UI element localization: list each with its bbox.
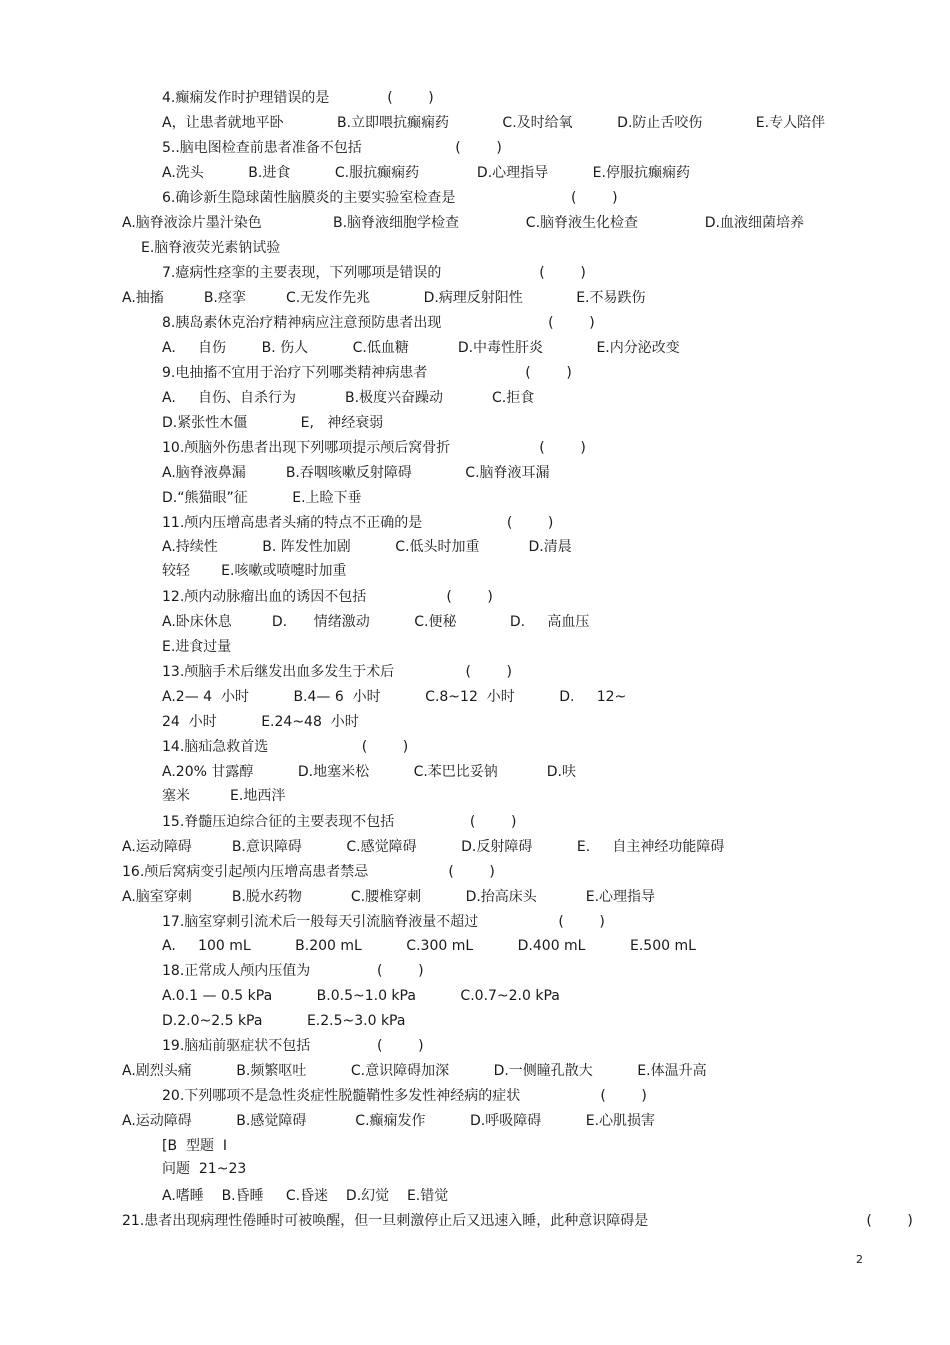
text-line: 较轻 E.咳嗽或喷嚏时加重	[162, 563, 347, 579]
text-line: A.剧烈头痛 B.频繁呕吐 C.意识障碍加深 D.一侧瞳孔散大 E.体温升高	[122, 1063, 707, 1079]
text-line: A. 自伤、自杀行为 B.极度兴奋躁动 C.拒食	[162, 390, 535, 406]
text-line: A.脑脊液涂片墨汁染色 B.脑脊液细胞学检查 C.脑脊液生化检查 D.血液细菌培养	[122, 215, 804, 231]
text-line: D.2.0~2.5 kPa E.2.5~3.0 kPa	[162, 1013, 406, 1029]
text-line: 18.正常成人颅内压值为 ( )	[162, 963, 424, 979]
text-line: 问题 21~23	[162, 1161, 247, 1177]
text-line: D.紧张性木僵 E, 神经衰弱	[162, 415, 384, 431]
text-line: 10.颅脑外伤患者出现下列哪项提示颅后窝骨折 ( )	[162, 440, 586, 456]
text-line: E.脑脊液荧光素钠试验	[141, 240, 281, 256]
text-line: 6.确诊新生隐球菌性脑膜炎的主要实验室检查是 ( )	[162, 190, 618, 206]
text-line: A.洗头 B.进食 C.服抗癫痫药 D.心理指导 E.停服抗癫痫药	[162, 165, 690, 181]
text-line: 19.脑疝前驱症状不包括 ( )	[162, 1038, 424, 1054]
text-line: 4.癫痫发作时护理错误的是 ( )	[162, 90, 434, 106]
text-line: 16.颅后窝病变引起颅内压增高患者禁忌 ( )	[122, 864, 495, 880]
text-line: A.20% 甘露醇 D.地塞米松 C.苯巴比妥钠 D.呋	[162, 764, 576, 780]
text-line: 24 小时 E.24~48 小时	[162, 714, 359, 730]
text-line: 5..脑电图检查前患者准备不包括 ( )	[162, 140, 502, 156]
text-line: A.抽搐 B.痉挛 C.无发作先兆 D.病理反射阳性 E.不易跌伤	[122, 290, 646, 306]
text-line: 21.患者出现病理性倦睡时可被唤醒，但一旦刺激停止后又迅速入睡，此种意识障碍是 ( )	[122, 1213, 913, 1229]
text-line: 7.癔病性痉挛的主要表现，下列哪项是错误的 ( )	[162, 265, 586, 281]
text-line: [B 型题 I	[162, 1138, 227, 1154]
text-line: A. 100 mL B.200 mL C.300 mL D.400 mL E.500 mL	[162, 938, 696, 954]
text-line: A.0.1 — 0.5 kPa B.0.5~1.0 kPa C.0.7~2.0 kPa	[162, 988, 560, 1004]
text-line: A.卧床休息 D. 情绪激动 C.便秘 D. 高血压	[162, 614, 590, 630]
text-line: A，让患者就地平卧 B.立即喂抗癫痫药 C.及时给氧 D.防止舌咬伤 E.专人陪伴	[162, 115, 826, 131]
text-line: D.“熊猫眼”征 E.上睑下垂	[162, 490, 362, 506]
text-line: A.运动障碍 B.感觉障碍 C.癫痫发作 D.呼吸障碍 E.心肌损害	[122, 1113, 656, 1129]
text-line: A.持续性 B. 阵发性加剧 C.低头时加重 D.清晨	[162, 539, 572, 555]
text-line: E.进食过量	[162, 639, 232, 655]
text-line: A.脑脊液鼻漏 B.吞咽咳嗽反射障碍 C.脑脊液耳漏	[162, 465, 550, 481]
text-line: 15.脊髓压迫综合征的主要表现不包括 ( )	[162, 814, 517, 830]
page-number: 2	[856, 1253, 863, 1266]
text-line: A.脑室穿刺 B.脱水药物 C.腰椎穿刺 D.抬高床头 E.心理指导	[122, 889, 656, 905]
text-line: 20.下列哪项不是急性炎症性脱髓鞘性多发性神经病的症状 ( )	[162, 1088, 647, 1104]
text-line: 8.胰岛素休克治疗精神病应注意预防患者出现 ( )	[162, 315, 595, 331]
text-line: 14.脑疝急救首选 ( )	[162, 739, 409, 755]
text-line: 13.颅脑手术后继发出血多发生于术后 ( )	[162, 664, 512, 680]
text-line: 12.颅内动脉瘤出血的诱因不包括 ( )	[162, 589, 493, 605]
text-line: A.运动障碍 B.意识障碍 C.感觉障碍 D.反射障碍 E. 自主神经功能障碍	[122, 839, 725, 855]
text-line: A.嗜睡 B.昏睡 C.昏迷 D.幻觉 E.错觉	[162, 1188, 449, 1204]
text-line: 17.脑室穿刺引流术后一般每天引流脑脊液量不超过 ( )	[162, 914, 605, 930]
text-line: A.2— 4 小时 B.4— 6 小时 C.8~12 小时 D. 12~	[162, 689, 627, 705]
text-line: A. 自伤 B. 伤人 C.低血糖 D.中毒性肝炎 E.内分泌改变	[162, 340, 680, 356]
text-line: 11.颅内压增高患者头痛的特点不正确的是 ( )	[162, 515, 554, 531]
text-line: 塞米 E.地西泮	[162, 788, 286, 804]
text-line: 9.电抽搐不宜用于治疗下列哪类精神病患者 ( )	[162, 365, 572, 381]
